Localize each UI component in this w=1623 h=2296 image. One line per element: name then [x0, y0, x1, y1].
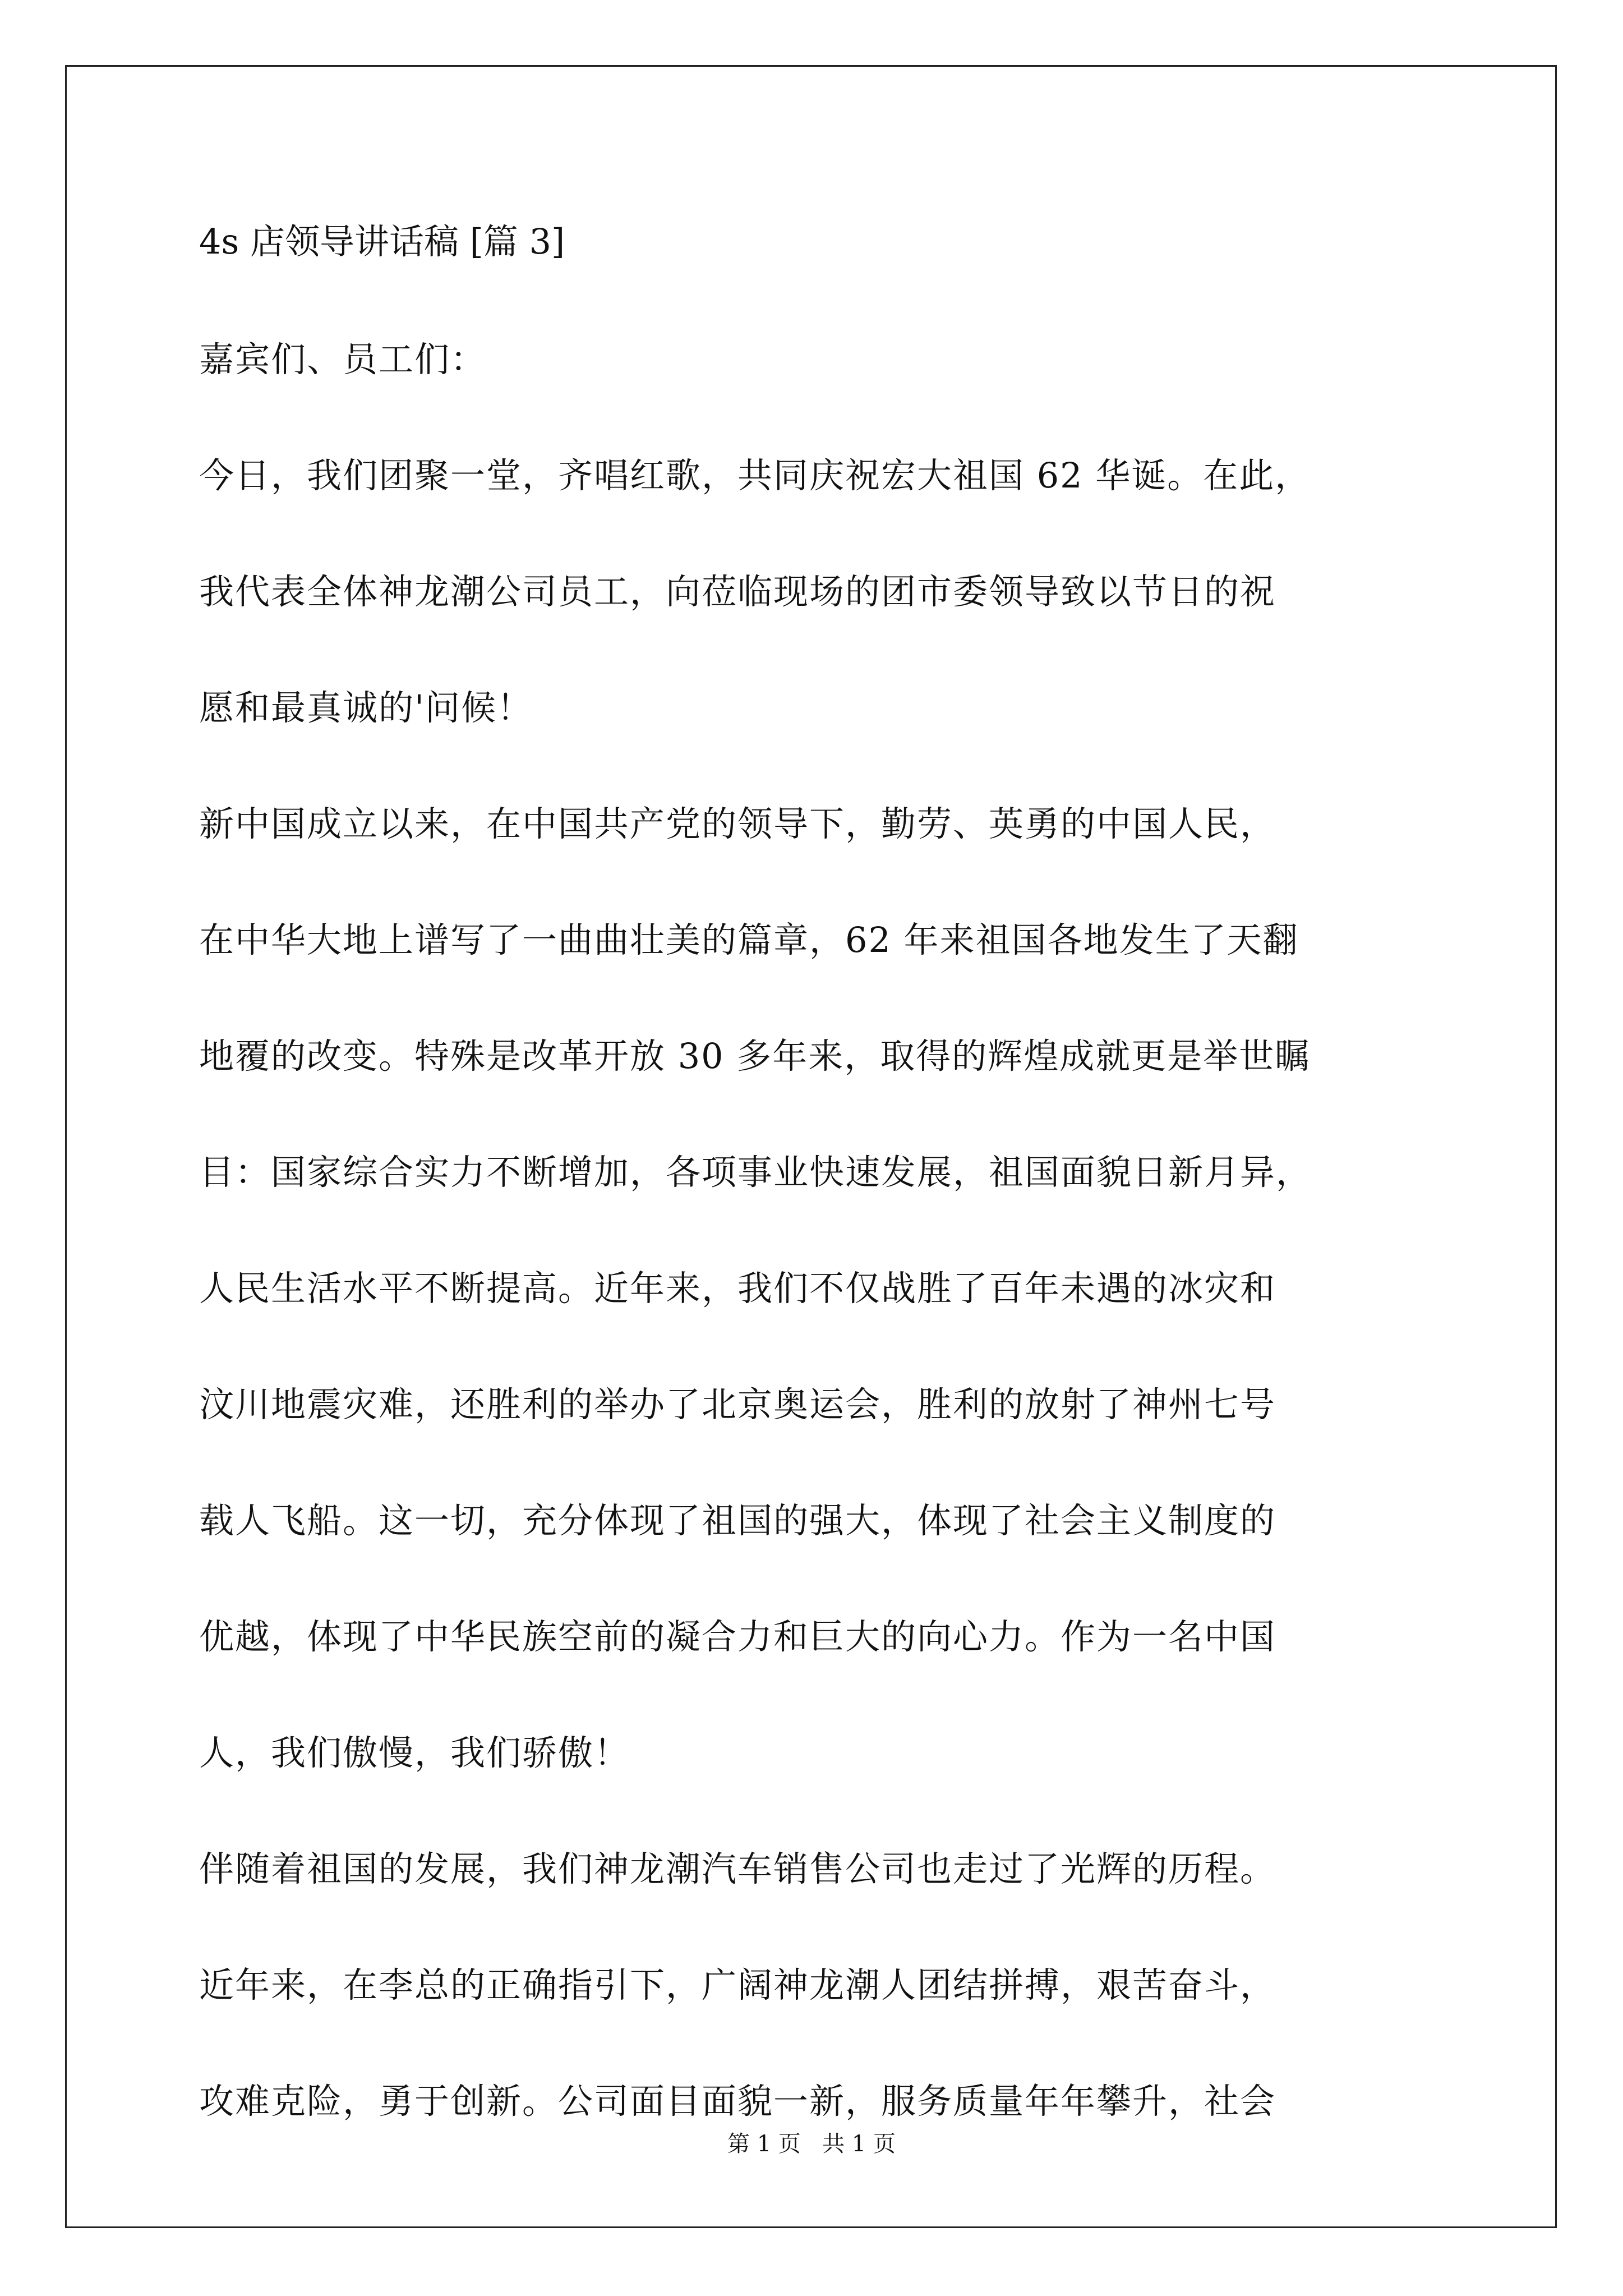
text-line: 我代表全体神龙潮公司员工，向莅临现场的团市委领导致以节日的祝	[199, 571, 1276, 612]
page-footer: 第 1 页 共 1 页	[727, 2131, 896, 2157]
text-line: 近年来，在李总的正确指引下，广阔神龙潮人团结拼搏，艰苦奋斗，	[199, 1964, 1276, 2005]
text-line: 攻难克险，勇于创新。公司面目面貌一新，服务质量年年攀升，社会	[199, 2081, 1276, 2122]
text-line: 今日，我们团聚一堂，齐唱红歌，共同庆祝宏大祖国 62 华诞。在此，	[199, 455, 1311, 496]
document-body	[199, 221, 1467, 2200]
text-line: 人，我们傲慢，我们骄傲！	[199, 1732, 630, 1773]
document-title: 4s 店领导讲话稿 [篇 3]	[199, 221, 565, 262]
text-line: 目：国家综合实力不断增加，各项事业快速发展，祖国面貌日新月异，	[199, 1152, 1312, 1193]
text-line: 伴随着祖国的发展，我们神龙潮汽车销售公司也走过了光辉的历程。	[199, 1848, 1276, 1889]
text-line: 嘉宾们、员工们：	[199, 339, 487, 380]
text-line: 人民生活水平不断提高。近年来，我们不仅战胜了百年未遇的冰灾和	[199, 1268, 1276, 1309]
text-line: 优越，体现了中华民族空前的凝合力和巨大的向心力。作为一名中国	[199, 1616, 1276, 1657]
text-line: 愿和最真诚的'问候！	[199, 687, 533, 728]
text-line: 地覆的改变。特殊是改革开放 30 多年来，取得的辉煌成就更是举世瞩	[199, 1036, 1311, 1076]
text-line: 在中华大地上谱写了一曲曲壮美的篇章，62 年来祖国各地发生了天翻	[199, 919, 1299, 960]
text-line: 汶川地震灾难，还胜利的举办了北京奥运会，胜利的放射了神州七号	[199, 1384, 1276, 1425]
text-line: 新中国成立以来，在中国共产党的领导下，勤劳、英勇的中国人民，	[199, 803, 1276, 844]
text-line: 载人飞船。这一切，充分体现了祖国的强大，体现了社会主义制度的	[199, 1500, 1276, 1541]
